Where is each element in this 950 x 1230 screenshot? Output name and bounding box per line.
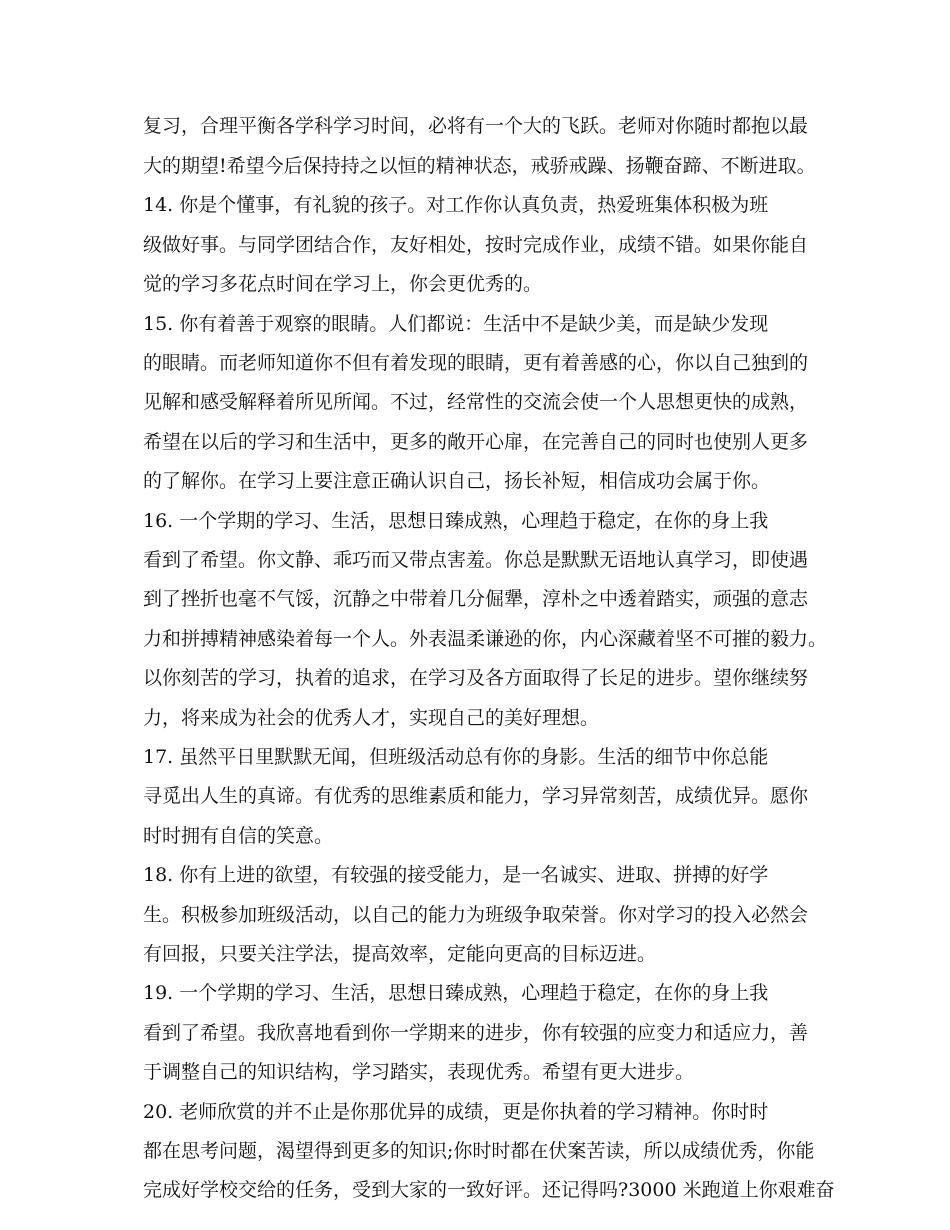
- text-line: 觉的学习多花点时间在学习上，你会更优秀的。: [143, 273, 543, 295]
- text-line: 希望在以后的学习和生活中，更多的敞开心扉，在完善自己的同时也使别人更多: [143, 431, 809, 453]
- text-line: 大的期望!希望今后保持持之以恒的精神状态，戒骄戒躁、扬鞭奋蹄、不断进取。: [143, 155, 816, 177]
- text-line: 看到了希望。你文静、乖巧而又带点害羞。你总是默默无语地认真学习，即使遇: [143, 549, 809, 571]
- text-line: 复习，合理平衡各学科学习时间，必将有一个大的飞跃。老师对你随时都抱以最: [143, 115, 809, 137]
- text-line: 14. 你是个懂事，有礼貌的孩子。对工作你认真负责，热爱班集体积极为班: [143, 194, 769, 216]
- text-line: 于调整自己的知识结构，学习踏实，表现优秀。希望有更大进步。: [143, 1061, 695, 1083]
- text-line: 以你刻苦的学习，执着的追求，在学习及各方面取得了长足的进步。望你继续努: [143, 667, 809, 689]
- text-line: 16. 一个学期的学习、生活，思想日臻成熟，心理趋于稳定，在你的身上我: [143, 510, 769, 532]
- text-line: 级做好事。与同学团结合作，友好相处，按时完成作业，成绩不错。如果你能自: [143, 234, 809, 256]
- text-line: 的了解你。在学习上要注意正确认识自己，扬长补短，相信成功会属于你。: [143, 470, 771, 492]
- text-line: 力，将来成为社会的优秀人才，实现自己的美好理想。: [143, 707, 600, 729]
- text-line: 18. 你有上进的欲望，有较强的接受能力，是一名诚实、进取、拼搏的好学: [143, 864, 769, 886]
- text-line: 15. 你有着善于观察的眼睛。人们都说：生活中不是缺少美，而是缺少发现: [143, 313, 769, 335]
- text-line: 生。积极参加班级活动，以自己的能力为班级争取荣誉。你对学习的投入必然会: [143, 904, 809, 926]
- text-line: 看到了希望。我欣喜地看到你一学期来的进步，你有较强的应变力和适应力，善: [143, 1022, 809, 1044]
- text-line: 17. 虽然平日里默默无闻，但班级活动总有你的身影。生活的细节中你总能: [143, 746, 769, 768]
- text-line: 到了挫折也毫不气馁，沉静之中带着几分倔犟，淳朴之中透着踏实，顽强的意志: [143, 588, 809, 610]
- text-line: 都在思考问题，渴望得到更多的知识;你时时都在伏案苦读，所以成绩优秀，你能: [143, 1140, 815, 1162]
- text-line: 有回报，只要关注学法，提高效率，定能向更高的目标迈进。: [143, 943, 657, 965]
- text-line: 20. 老师欣赏的并不止是你那优异的成绩，更是你执着的学习精神。你时时: [143, 1101, 769, 1123]
- text-line: 完成好学校交给的任务，受到大家的一致好评。还记得吗?3000 米跑道上你艰难奋: [143, 1179, 835, 1201]
- text-line: 见解和感受解释着所见所闻。不过，经常性的交流会使一个人思想更快的成熟，: [143, 391, 809, 413]
- text-line: 力和拼搏精神感染着每一个人。外表温柔谦逊的你，内心深藏着坚不可摧的毅力。: [143, 628, 828, 650]
- text-line: 的眼睛。而老师知道你不但有着发现的眼睛，更有着善感的心，你以自己独到的: [143, 352, 809, 374]
- text-line: 寻觅出人生的真谛。有优秀的思维素质和能力，学习异常刻苦，成绩优异。愿你: [143, 785, 809, 807]
- text-line: 19. 一个学期的学习、生活，思想日臻成熟，心理趋于稳定，在你的身上我: [143, 982, 769, 1004]
- text-line: 时时拥有自信的笑意。: [143, 825, 334, 847]
